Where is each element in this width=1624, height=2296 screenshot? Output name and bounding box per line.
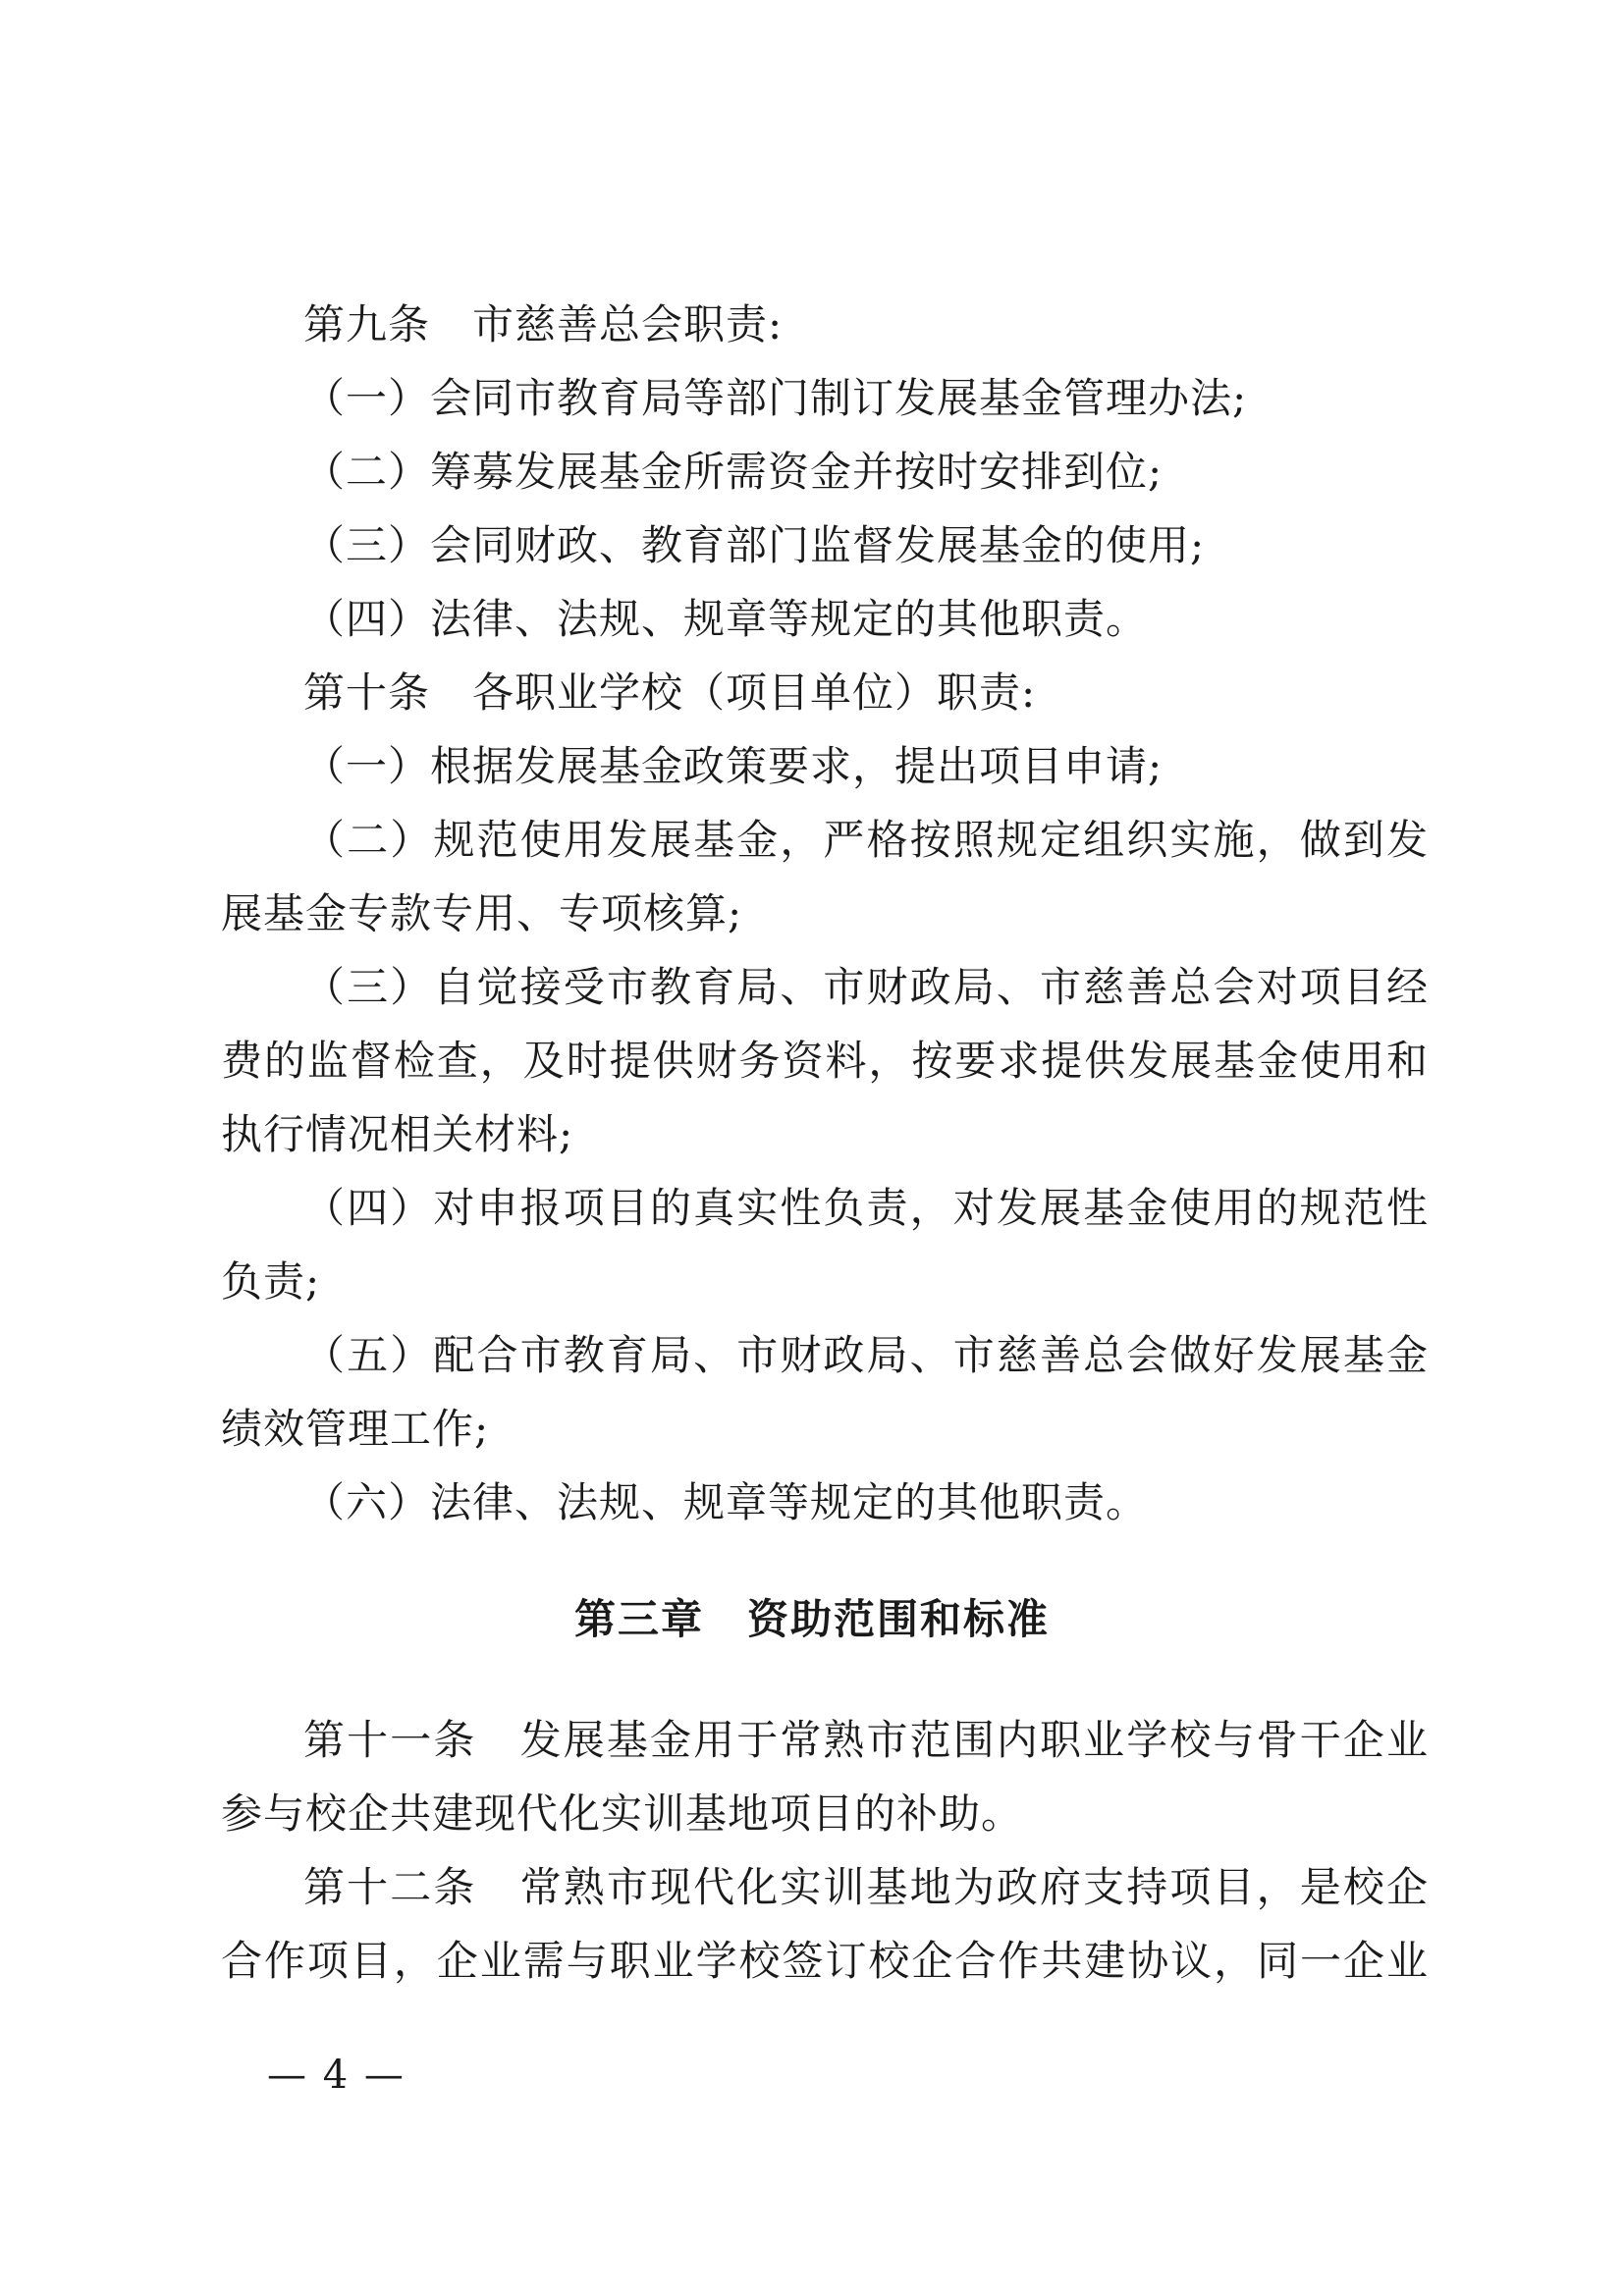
article-10-item-2-line-2: 展基金专款专用、专项核算; bbox=[221, 889, 743, 937]
article-10-item-2-line-1: （二）规范使用发展基金，严格按照规定组织实施，做到发 bbox=[303, 816, 1429, 864]
article-9-title: 第九条 市慈善总会职责: bbox=[303, 300, 784, 348]
article-12-line-2: 合作项目，企业需与职业学校签订校企合作共建协议，同一企业 bbox=[221, 1937, 1429, 1985]
article-10-item-1: （一）根据发展基金政策要求，提出项目申请; bbox=[303, 742, 1164, 790]
article-10-item-4-line-1: （四）对申报项目的真实性负责，对发展基金使用的规范性 bbox=[303, 1184, 1429, 1232]
article-10-item-4-line-2: 负责; bbox=[221, 1257, 321, 1306]
article-9-item-3: （三）会同财政、教育部门监督发展基金的使用; bbox=[303, 521, 1206, 569]
article-10-item-3-line-1: （三）自觉接受市教育局、市财政局、市慈善总会对项目经 bbox=[303, 963, 1429, 1011]
article-9-item-4: （四）法律、法规、规章等规定的其他职责。 bbox=[303, 595, 1149, 643]
article-10-item-3-line-3: 执行情况相关材料; bbox=[221, 1110, 574, 1158]
article-12-line-1: 第十二条 常熟市现代化实训基地为政府支持项目，是校企 bbox=[303, 1863, 1429, 1911]
article-10-item-5-line-2: 绩效管理工作; bbox=[221, 1405, 490, 1453]
article-10-item-3-line-2: 费的监督检查，及时提供财务资料，按要求提供发展基金使用和 bbox=[221, 1037, 1429, 1085]
article-10-title: 第十条 各职业学校（项目单位）职责: bbox=[303, 668, 1037, 717]
page-number: — 4 — bbox=[267, 2053, 406, 2098]
article-9-item-1: （一）会同市教育局等部门制订发展基金管理办法; bbox=[303, 374, 1248, 422]
article-10-item-6: （六）法律、法规、规章等规定的其他职责。 bbox=[303, 1478, 1149, 1526]
article-9-item-2: （二）筹募发展基金所需资金并按时安排到位; bbox=[303, 448, 1164, 496]
article-10-item-5-line-1: （五）配合市教育局、市财政局、市慈善总会做好发展基金 bbox=[303, 1331, 1429, 1379]
article-11-line-1: 第十一条 发展基金用于常熟市范围内职业学校与骨干企业 bbox=[303, 1716, 1429, 1764]
chapter-heading: 第三章 资助范围和标准 bbox=[573, 1595, 1050, 1643]
article-11-line-2: 参与校企共建现代化实训基地项目的补助。 bbox=[221, 1789, 1024, 1838]
